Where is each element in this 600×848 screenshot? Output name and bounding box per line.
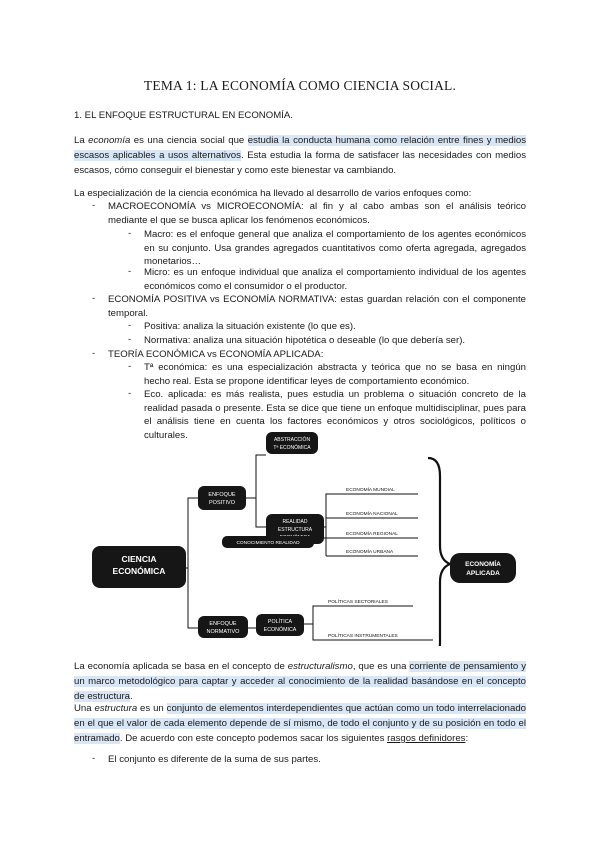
- intro-paragraph: La economía es una ciencia social que estudia la conducta humana como relación entre fines y medios escasos aplicables a usos alternativos. Esta estudia la forma de satisfacer las necesidades con medios escasos, cómo conseguir el bienestar y como este bienestar va cambiando.: [74, 135, 526, 176]
- applied-paragraph: La economía aplicada se basa en el concepto de estructuralismo, que es una corriente de pensamiento y un marco metodológico para captar y acceder al conocimiento de la realidad basándose en el concepto de estructura.: [74, 661, 526, 702]
- concept-diagram: [88, 428, 518, 646]
- bullet-dash: -: [92, 348, 96, 359]
- list-item-micro: Micro: es un enfoque individual que analiza el comportamiento individual de los agentes económicos como el consumidor o el productor.: [144, 267, 526, 292]
- node-policy-l1: POLÍTICA: [267, 619, 293, 625]
- branch-sectoriales: POLÍTICAS SECTORIALES: [328, 600, 388, 605]
- structure-paragraph: Una estructura es un conjunto de elementos interdependientes que actúan como un todo interrelacionado en el que el valor de cada elemento depende de sí mismo, de todo el conjunto y de su posición en todo el entramado. De acuerdo con este concepto podemos sacar los siguientes rasgos definidores:: [74, 703, 526, 744]
- branch-mundial: ECONOMÍA MUNDIAL: [346, 488, 395, 493]
- node-reality-l2: ESTRUCTURA: [277, 527, 313, 533]
- node-root-l2: ECONÓMICA: [112, 566, 166, 576]
- node-applied-l1: ECONOMÍA: [465, 561, 501, 568]
- bullet-dash: -: [92, 753, 96, 764]
- trait-item: El conjunto es diferente de la suma de sus partes.: [108, 754, 321, 765]
- branch-regional: ECONOMÍA REGIONAL: [346, 532, 398, 537]
- node-normative-l2: NORMATIVO: [206, 629, 240, 635]
- list-item-macro: Macro: es el enfoque general que analiza el comportamiento de los agentes económicos en su conjunto. Usa grandes agregados cuantitativos como oferta agregada, agregados monetarios…: [144, 229, 526, 268]
- node-reality-l1: REALIDAD: [282, 519, 308, 525]
- node-positive-l2: POSITIVO: [209, 500, 235, 506]
- bullet-dash: -: [128, 266, 132, 277]
- branch-urbana: ECONOMÍA URBANA: [346, 550, 394, 555]
- node-abstraction-l2: Tª ECONÓMICA: [273, 445, 311, 451]
- node-policy-l2: ECONÓMICA: [263, 627, 297, 633]
- list-item-positive: Positiva: analiza la situación existente (lo que es).: [144, 321, 356, 332]
- list-item-macro-micro: MACROECONOMÍA vs MICROECONOMÍA: al fin y al cabo ambas son el análisis teórico mediante el que se busca aplicar los fenómenos económicos.: [108, 201, 526, 226]
- node-applied: [450, 553, 516, 583]
- node-applied-l2: APLICADA: [466, 570, 500, 577]
- bullet-dash: -: [92, 293, 96, 304]
- bullet-dash: -: [128, 334, 132, 345]
- list-item-theory: Tª económica: es una especialización abstracta y teórica que no se basa en ningún hecho real. Esta se propone identificar leyes de comportamiento económico.: [144, 362, 526, 387]
- page-title: TEMA 1: LA ECONOMÍA COMO CIENCIA SOCIAL.: [143, 78, 457, 93]
- branch-nacional: ECONOMÍA NACIONAL: [346, 512, 398, 517]
- node-root-l1: CIENCIA: [121, 554, 157, 564]
- node-abstraction-l1: ABSTRACCIÓN: [273, 437, 311, 443]
- highlight: corriente de pensamiento y un marco metodológico para captar y acceder al conocimiento de la realidad basándose en el concepto de estructura: [74, 661, 526, 702]
- bullet-dash: -: [128, 228, 132, 239]
- node-positive: [198, 486, 246, 510]
- node-knowledge-label: CONOCIMIENTO REALIDAD: [236, 541, 300, 546]
- highlight: conjunto de elementos interdependientes que actúan como un todo interrelacionado en el que el valor de cada elemento depende de sí mismo, de todo el conjunto y de su posición en todo el entramado: [74, 703, 526, 744]
- list-item-normative: Normativa: analiza una situación hipotética o deseable (lo que debería ser).: [144, 335, 466, 346]
- bullet-dash: -: [92, 200, 96, 211]
- brace-shape: [428, 458, 450, 646]
- section-heading: 1. EL ENFOQUE ESTRUCTURAL EN ECONOMÍA.: [74, 110, 293, 121]
- bullet-dash: -: [128, 361, 132, 372]
- list-item-applied: Eco. aplicada: es más realista, pues estudia un problema o situación concreto de la realidad pasada o presente. Esta se dice que tiene un enfoque multidisciplinar, pues para el análisis tiene en cuenta los factores económicos y otros sociológicos, políticos o culturales.: [144, 389, 526, 441]
- list-item-theory-applied: TEORÍA ECONÓMICA vs ECONOMÍA APLICADA:: [108, 349, 324, 360]
- list-item-positive-normative: ECONOMÍA POSITIVA vs ECONOMÍA NORMATIVA: estas guardan relación con el componente temporal.: [108, 294, 526, 319]
- node-normative-l1: ENFOQUE: [209, 621, 237, 627]
- bullet-dash: -: [128, 388, 132, 399]
- node-positive-l1: ENFOQUE: [208, 492, 236, 498]
- branch-instrumentales: POLÍTICAS INSTRUMENTALES: [328, 634, 398, 639]
- specialization-paragraph: La especialización de la ciencia económica ha llevado al desarrollo de varios enfoques como:: [74, 188, 472, 199]
- highlight: estudia la conducta humana como relación entre fines y medios escasos aplicables a usos alternativos: [74, 135, 526, 161]
- bullet-dash: -: [128, 320, 132, 331]
